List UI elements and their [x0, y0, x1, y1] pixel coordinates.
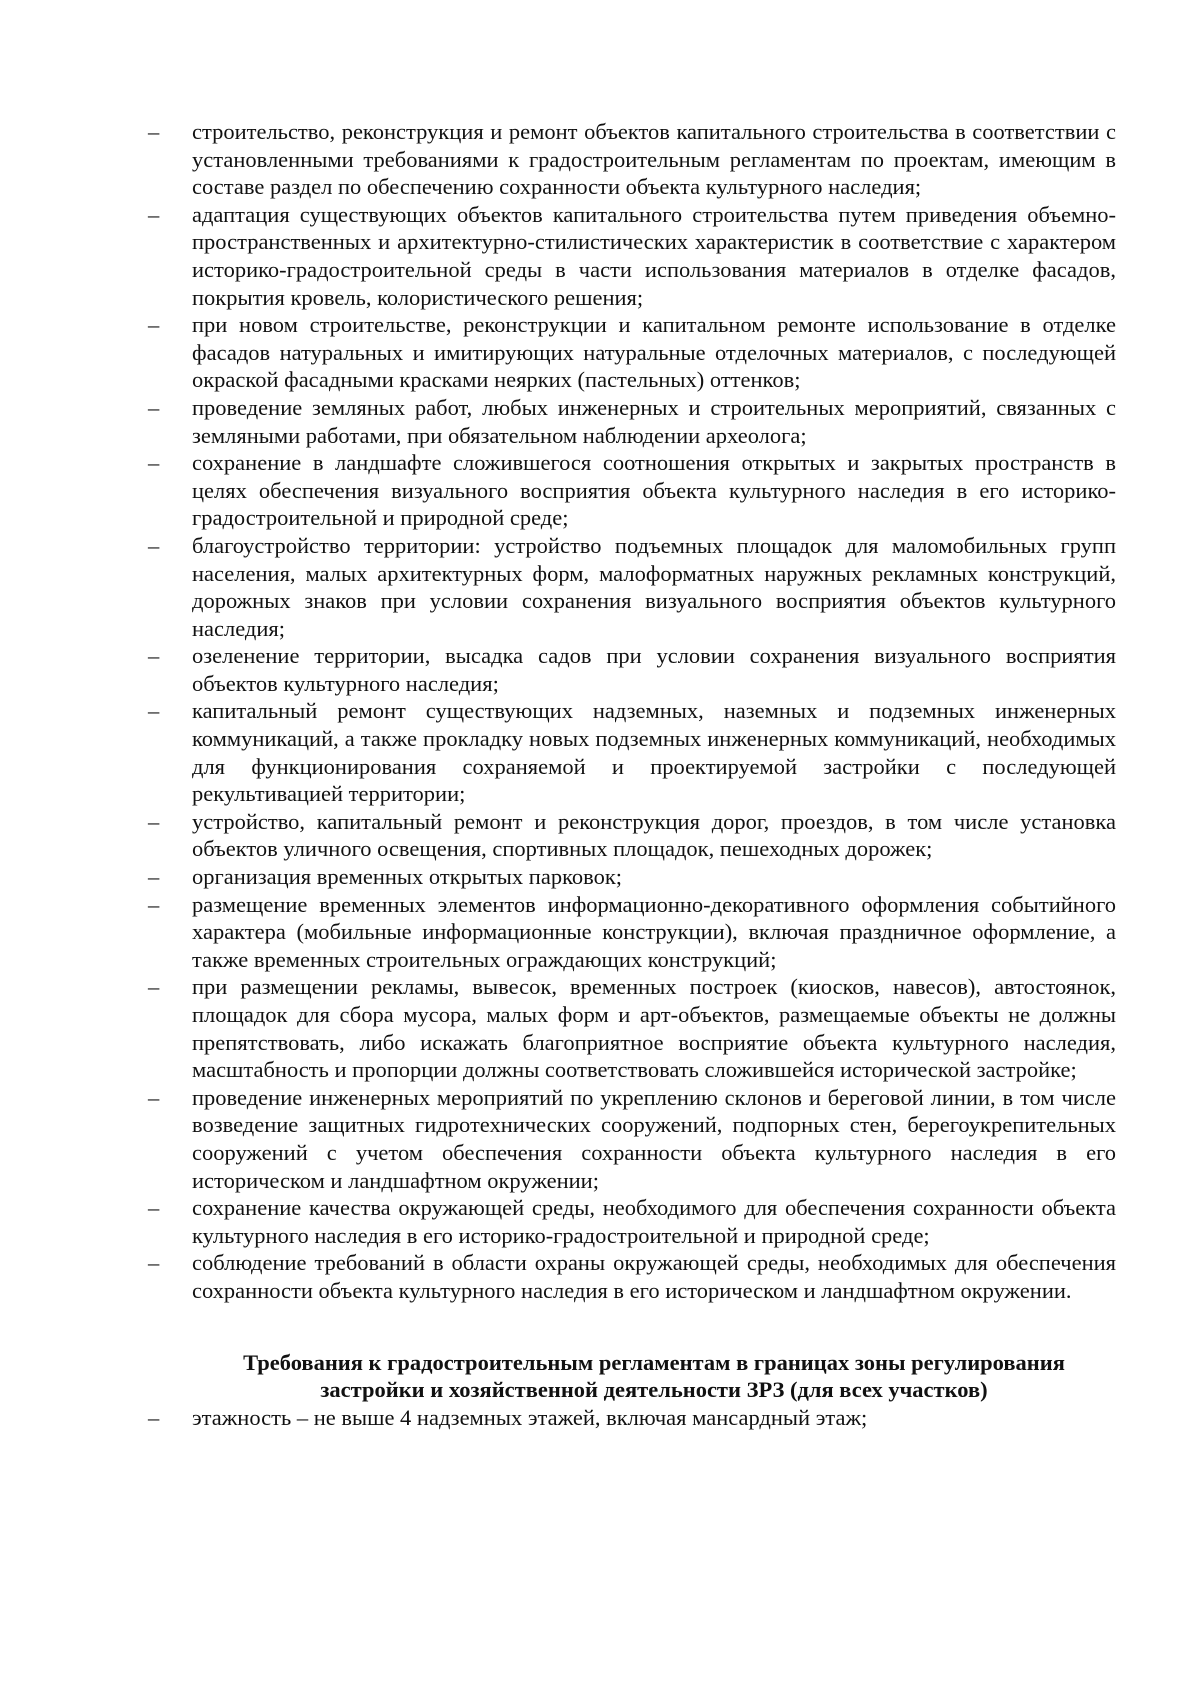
list-item [148, 201, 1116, 311]
list-dash: – [148, 1250, 160, 1276]
list-item-text: адаптация существующих объектов капитального строительства путем приведения объемно-пространственных и архитектурно-стилистических характеристик в соответствие с характером историко-градостроительной среды в части использования материалов в отделке фасадов, покрытия кровель, колористического решения; [192, 201, 1116, 310]
list-dash: – [148, 808, 160, 834]
list-item-text: сохранение качества окружающей среды, необходимого для обеспечения сохранности объекта культурного наследия в его историко-градостроительной и природной среде; [192, 1195, 1116, 1248]
list-item-text: сохранение в ландшафте сложившегося соотношения открытых и закрытых пространств в целях обеспечения визуального восприятия объекта культурного наследия в его историко-градостроительной и природной среде; [192, 450, 1116, 531]
list-dash: – [148, 394, 160, 420]
list-item [148, 697, 1116, 807]
list-dash: – [148, 450, 160, 476]
list-item-text: проведение земляных работ, любых инженерных и строительных мероприятий, связанных с земляными работами, при обязательном наблюдении археолога; [192, 394, 1116, 448]
list-item-text: капитальный ремонт существующих надземных, наземных и подземных инженерных коммуникаций, а также прокладку новых подземных инженерных коммуникаций, необходимых для функционирования сохраняемой и проектируемой застройки с последующей рекультивацией территории; [192, 698, 1116, 807]
list-dash: – [148, 643, 160, 669]
list-dash: – [148, 312, 160, 338]
list-item [148, 642, 1116, 697]
list-item-text: этажность – не выше 4 надземных этажей, включая мансардный этаж; [192, 1404, 868, 1430]
section-heading-line-1: Требования к градостроительным регламентам в границах зоны регулирования [243, 1349, 1065, 1375]
list-item-text: при размещении рекламы, вывесок, временных построек (киосков, навесов), автостоянок, площадок для сбора мусора, малых форм и арт-объектов, размещаемые объекты не должны препятствовать, либо искажать благоприятное восприятие объекта культурного наследия, масштабность и пропорции должны соответствовать сложившейся исторической застройке; [192, 974, 1116, 1083]
list-dash: – [148, 1084, 160, 1110]
list-dash: – [148, 698, 160, 724]
list-dash: – [148, 1404, 160, 1430]
list-item-text: озеленение территории, высадка садов при условии сохранения визуального восприятия объектов культурного наследия; [192, 643, 1116, 696]
list-item [148, 973, 1116, 1083]
list-item-text: благоустройство территории: устройство подъемных площадок для маломобильных групп населения, малых архитектурных форм, малоформатных наружных рекламных конструкций, дорожных знаков при условии сохранения визуального восприятия объектов культурного наследия; [192, 532, 1116, 641]
list-dash: – [148, 864, 160, 890]
list-dash: – [148, 891, 160, 917]
list-item [148, 863, 1116, 891]
list-item [148, 449, 1116, 532]
list-dash: – [148, 201, 160, 227]
list-item [148, 1194, 1116, 1249]
list-item [148, 311, 1116, 394]
list-item [148, 1249, 1116, 1304]
list-item-text: соблюдение требований в области охраны окружающей среды, необходимых для обеспечения сохранности объекта культурного наследия в его историческом и ландшафтном окружении. [192, 1250, 1116, 1303]
list-item-text: организация временных открытых парковок; [192, 864, 623, 890]
requirements-list [148, 118, 1116, 1305]
list-item-text: при новом строительстве, реконструкции и капитальном ремонте использование в отделке фасадов натуральных и имитирующих натуральные отделочных материалов, с последующей окраской фасадными красками неярких (пастельных) оттенков; [192, 312, 1116, 393]
list-dash: – [148, 974, 160, 1000]
list-item [148, 891, 1116, 974]
list-dash: – [148, 119, 160, 144]
list-item [148, 394, 1116, 449]
list-item [148, 118, 1116, 201]
zrz-requirements-list [148, 1404, 1116, 1432]
list-item [148, 532, 1116, 642]
list-item-text: строительство, реконструкция и ремонт объектов капитального строительства в соответствии с установленными требованиями к градостроительным регламентам по проектам, имеющим в составе раздел по обеспечению сохранности объекта культурного наследия; [192, 119, 1116, 200]
list-dash: – [148, 1195, 160, 1221]
list-item-text: размещение временных элементов информационно-декоративного оформления событийного характера (мобильные информационные конструкции), включая праздничное оформление, а также временных строительных ограждающих конструкций; [192, 891, 1116, 972]
list-item-text: устройство, капитальный ремонт и реконструкция дорог, проездов, в том числе установка объектов уличного освещения, спортивных площадок, пешеходных дорожек; [192, 808, 1116, 862]
section-heading-line-2: застройки и хозяйственной деятельности ЗРЗ (для всех участков) [320, 1377, 988, 1403]
list-item [148, 1404, 1116, 1432]
list-dash: – [148, 532, 160, 558]
list-item [148, 1084, 1116, 1194]
list-item [148, 808, 1116, 863]
section-heading [148, 1349, 1116, 1404]
list-item-text: проведение инженерных мероприятий по укреплению склонов и береговой линии, в том числе возведение защитных гидротехнических сооружений, подпорных стен, берегоукрепительных сооружений с учетом обеспечения сохранности объекта культурного наследия в его историческом и ландшафтном окружении; [192, 1084, 1116, 1193]
document-body [148, 118, 1116, 1431]
